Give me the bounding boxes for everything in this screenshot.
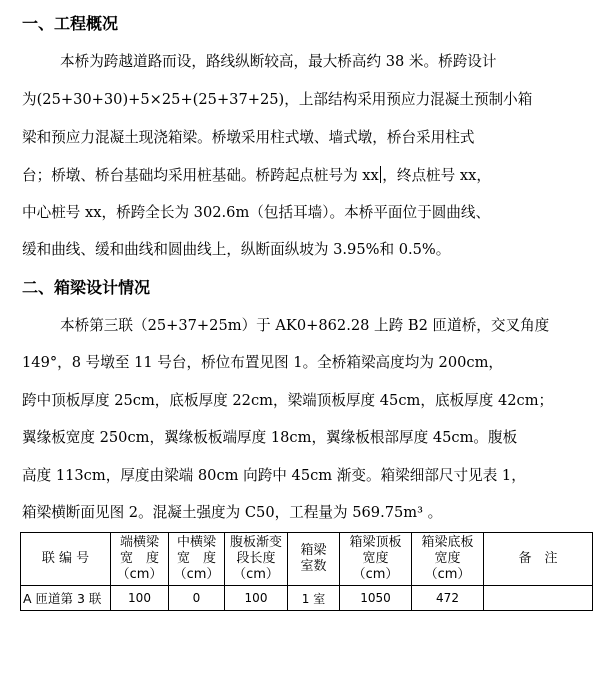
table-cell: 1050 — [340, 586, 412, 611]
section2-line-6: 箱梁横断面见图 2。混凝土强度为 C50，工程量为 569.75m³ 。 — [22, 504, 443, 521]
header-cell: 箱梁顶板 宽度 （cm） — [340, 533, 412, 586]
table-cell: A 匝道第 3 联 — [21, 586, 111, 611]
table-cell: 472 — [412, 586, 484, 611]
header-cell: 端横梁 宽 度 （cm） — [111, 533, 169, 586]
header-cell: 箱梁 室数 — [288, 533, 340, 586]
section2-line-4: 翼缘板宽度 250cm，翼缘板板端厚度 18cm，翼缘板根部厚度 45cm。腹板 — [22, 429, 518, 446]
table-row — [21, 586, 593, 611]
section2-heading: 二、箱梁设计情况 — [22, 278, 151, 297]
table-cell: 100 — [111, 586, 169, 611]
section1-line-4 — [22, 166, 590, 186]
section1-line-2: 为(25+30+30)+5×25+(25+37+25)，上部结构采用预应力混凝土预制小箱 — [22, 91, 533, 108]
table-cell: 0 — [169, 586, 225, 611]
section2-line-1: 本桥第三联（25+37+25m）于 AK0+862.28 上跨 B2 匝道桥，交叉角度 — [60, 317, 550, 334]
header-cell: 备 注 — [484, 533, 593, 586]
section1-line-4-end: ，终点桩号 xx， — [382, 167, 491, 184]
section1-line-1: 本桥为跨越道路而设，路线纵断较高，最大桥高约 38 米。桥跨设计 — [60, 53, 497, 70]
table-cell — [484, 586, 593, 611]
section2-line-5: 高度 113cm，厚度由梁端 80cm 向跨中 45cm 渐变。箱梁细部尺寸见表 1， — [22, 467, 526, 484]
table-cell: 100 — [225, 586, 288, 611]
header-cell: 联 编 号 — [21, 533, 111, 586]
header-cell: 腹板渐变 段长度 （cm） — [225, 533, 288, 586]
section1-line-5: 中心桩号 xx，桥跨全长为 302.6m（包括耳墙）。本桥平面位于圆曲线、 — [22, 204, 491, 221]
section1-line-4-start: 台；桥墩、桥台基础均采用桩基础。桥跨起点桩号为 xx — [22, 167, 379, 184]
header-cell: 箱梁底板 宽度 （cm） — [412, 533, 484, 586]
header-cell: 中横梁 宽 度 （cm） — [169, 533, 225, 586]
box-girder-spec-table — [20, 532, 593, 611]
table-header-row — [21, 533, 593, 586]
section1-line-6: 缓和曲线、缓和曲线和圆曲线上，纵断面纵坡为 3.95%和 0.5%。 — [22, 241, 451, 258]
section2-line-3: 跨中顶板厚度 25cm，底板厚度 22cm，梁端顶板厚度 45cm，底板厚度 42cm； — [22, 392, 554, 409]
section1-heading: 一、工程概况 — [22, 14, 119, 33]
section2-line-2: 149°，8 号墩至 11 号台，桥位布置见图 1。全桥箱梁高度均为 200cm， — [22, 354, 504, 371]
section1-line-3: 梁和预应力混凝土现浇箱梁。桥墩采用柱式墩、墙式墩，桥台采用柱式 — [22, 129, 475, 146]
table-cell: 1 室 — [288, 586, 340, 611]
